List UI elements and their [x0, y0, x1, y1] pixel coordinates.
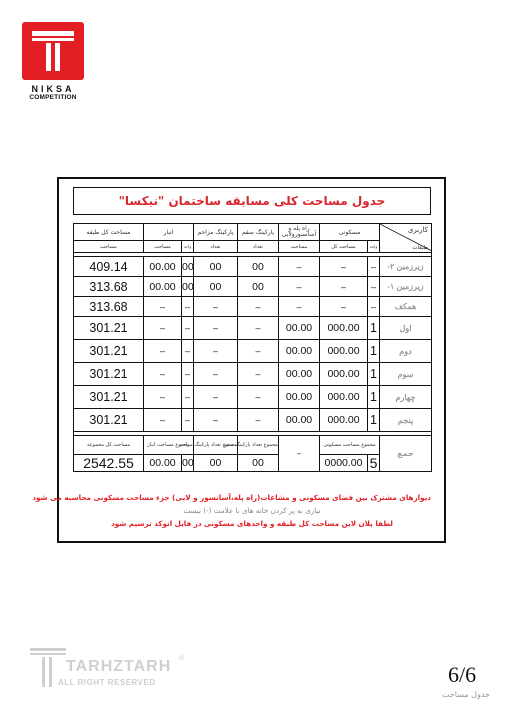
cell-storage-area: 00.00 [144, 277, 182, 297]
cell-parking-covered: – [194, 386, 238, 409]
watermark-subtitle: ALL RIGHT RESERVED [58, 678, 156, 687]
note-shared-walls: دیوارهای مشترک بین فضای مسکونی و مشاعات(راه پله،آسانسور و لابی) جزء مساحت مسکونی محاسبه می شود [32, 493, 431, 502]
total-parking-std-label: مجموع تعداد پارکینگ سقم [238, 436, 279, 455]
cell-parking-std: – [238, 340, 279, 363]
cell-stair: – [279, 297, 320, 317]
cell-parking-covered: – [194, 297, 238, 317]
sub-parking-covered-count: تعداد [194, 241, 238, 253]
total-res-area: 0000.00 [320, 455, 368, 472]
cell-res-area: 000.00 [320, 340, 368, 363]
totals-label: جمع [380, 436, 432, 472]
sub-storage-unit: واحد [182, 241, 194, 253]
header-parking-covered: پارکینگ مزاحم [194, 224, 238, 241]
header-residential: مسکونی [320, 224, 380, 241]
cell-total: 301.21 [74, 363, 144, 386]
cell-total: 301.21 [74, 340, 144, 363]
cell-storage-area: – [144, 340, 182, 363]
note-dash-cells: نیازی به پر کردن خانه های با علامت (-) نیست [183, 506, 321, 515]
total-storage-label: مجموع مساحت انبار [144, 436, 194, 455]
cell-storage-unit: 00 [182, 277, 194, 297]
cell-storage-unit: – [182, 340, 194, 363]
cell-parking-covered: – [194, 317, 238, 340]
cell-stair: 00.00 [279, 363, 320, 386]
total-stair: – [279, 436, 320, 472]
cell-stair: 00.00 [279, 409, 320, 432]
header-row [74, 224, 432, 241]
total-parking-covered-label: مجموع تعداد پارکینگ مزاحم [194, 436, 238, 455]
cell-storage-unit: – [182, 297, 194, 317]
cell-parking-std: – [238, 363, 279, 386]
cell-storage-unit: – [182, 386, 194, 409]
cell-parking-covered: – [194, 363, 238, 386]
table-row [74, 363, 432, 386]
page-label: جدول مساحت [441, 690, 490, 699]
table-row [74, 409, 432, 432]
cell-parking-covered: – [194, 409, 238, 432]
header-total: مساحت کل طبقه [74, 224, 144, 241]
cell-storage-area: – [144, 386, 182, 409]
header-storage: انبار [144, 224, 194, 241]
cell-res-area: – [320, 277, 368, 297]
logo-subtitle: COMPETITION [29, 94, 77, 101]
cell-res-unit: – [368, 277, 380, 297]
cell-res-area: – [320, 297, 368, 317]
area-table-frame [32, 177, 446, 543]
note-autocad: لطفا پلان لاین مساحت کل طبقه و واحدهای مسکونی در فایل اتوکد ترسیم شود [111, 519, 393, 528]
cell-stair: 00.00 [279, 340, 320, 363]
cell-stair: 00.00 [279, 386, 320, 409]
cell-res-unit: 1 [368, 317, 380, 340]
cell-res-area: – [320, 257, 368, 277]
sub-res-unit: واحد [368, 241, 380, 253]
cell-parking-covered: 00 [194, 257, 238, 277]
total-parking-covered: 00 [194, 455, 238, 472]
header-use-floors [380, 224, 432, 253]
table-row [74, 340, 432, 363]
cell-res-area: 000.00 [320, 409, 368, 432]
cell-total: 301.21 [74, 409, 144, 432]
header-stair: راه پله و آسانسورولابی [279, 224, 320, 241]
registered-icon: ® [178, 654, 185, 662]
cell-res-unit: – [368, 257, 380, 277]
cell-total: 301.21 [74, 317, 144, 340]
cell-storage-unit: – [182, 363, 194, 386]
cell-storage-area: – [144, 317, 182, 340]
total-res-label: مجموع مساحت مسکونی [320, 436, 380, 455]
sub-storage-area: مساحت [144, 241, 182, 253]
cell-storage-unit: – [182, 409, 194, 432]
cell-parking-std: – [238, 386, 279, 409]
cell-parking-std: 00 [238, 257, 279, 277]
cell-storage-unit: 00 [182, 257, 194, 277]
cell-res-unit: 1 [368, 363, 380, 386]
cell-stair: – [279, 277, 320, 297]
total-all-label: مساحت کل مجموعه [74, 436, 144, 455]
page-number: 6/6 [448, 662, 477, 687]
sub-total-area: مساحت [74, 241, 144, 253]
cell-parking-std: 00 [238, 277, 279, 297]
cell-parking-std: – [238, 317, 279, 340]
cell-total: 409.14 [74, 257, 144, 277]
table-row [74, 317, 432, 340]
cell-parking-std: – [238, 409, 279, 432]
cell-floor-label: زیرزمین ۱- [380, 277, 432, 297]
table-row [74, 297, 432, 317]
table-row [74, 386, 432, 409]
sub-stair-area: مساحت [279, 241, 320, 253]
total-storage-area: 00.00 [144, 455, 182, 472]
cell-storage-area: – [144, 363, 182, 386]
niksa-logo [22, 22, 84, 101]
cell-total: 301.21 [74, 386, 144, 409]
cell-storage-area: – [144, 409, 182, 432]
cell-res-unit: 1 [368, 409, 380, 432]
cell-floor-label: پنجم [380, 409, 432, 432]
total-all-value: 2542.55 [74, 455, 144, 472]
cell-res-unit: 1 [368, 340, 380, 363]
subheader-row [74, 241, 432, 253]
table-title: جدول مساحت کلی مسابقه ساختمان "نیکسا" [118, 194, 386, 208]
cell-total: 313.68 [74, 297, 144, 317]
cell-floor-label: دوم [380, 340, 432, 363]
notes [32, 491, 431, 530]
table-row [74, 277, 432, 297]
cell-res-area: 000.00 [320, 386, 368, 409]
sub-res-area: مساحت کل [320, 241, 368, 253]
cell-floor-label: سوم [380, 363, 432, 386]
area-table [73, 223, 432, 472]
cell-floor-label: همکف [380, 297, 432, 317]
total-res-unit: 5 [368, 455, 380, 472]
cell-storage-area: – [144, 297, 182, 317]
cell-parking-covered: 00 [194, 277, 238, 297]
logo-mark-icon [22, 22, 84, 80]
totals-label-row [74, 436, 432, 455]
cell-res-unit: 1 [368, 386, 380, 409]
total-storage-unit: 00 [182, 455, 194, 472]
cell-total: 313.68 [74, 277, 144, 297]
cell-storage-area: 00.00 [144, 257, 182, 277]
cell-stair: – [279, 257, 320, 277]
logo-name: NIKSA [31, 84, 75, 94]
header-use: کاربری [407, 226, 428, 234]
totals-value-row [74, 455, 432, 472]
cell-res-area: 000.00 [320, 317, 368, 340]
tarhztarh-watermark [28, 646, 188, 696]
table-title-box [73, 187, 431, 215]
cell-parking-covered: – [194, 340, 238, 363]
header-floors: طبقات [412, 245, 428, 251]
cell-floor-label: چهارم [380, 386, 432, 409]
header-parking-std: پارکینگ سقم [238, 224, 279, 241]
total-parking-std: 00 [238, 455, 279, 472]
cell-parking-std: – [238, 297, 279, 317]
cell-res-unit: – [368, 297, 380, 317]
watermark-name: TARHZTARH [66, 658, 172, 675]
cell-stair: 00.00 [279, 317, 320, 340]
cell-floor-label: زیرزمین ۲- [380, 257, 432, 277]
cell-floor-label: اول [380, 317, 432, 340]
cell-res-area: 000.00 [320, 363, 368, 386]
table-row [74, 257, 432, 277]
sub-parking-std-count: تعداد [238, 241, 279, 253]
cell-storage-unit: – [182, 317, 194, 340]
